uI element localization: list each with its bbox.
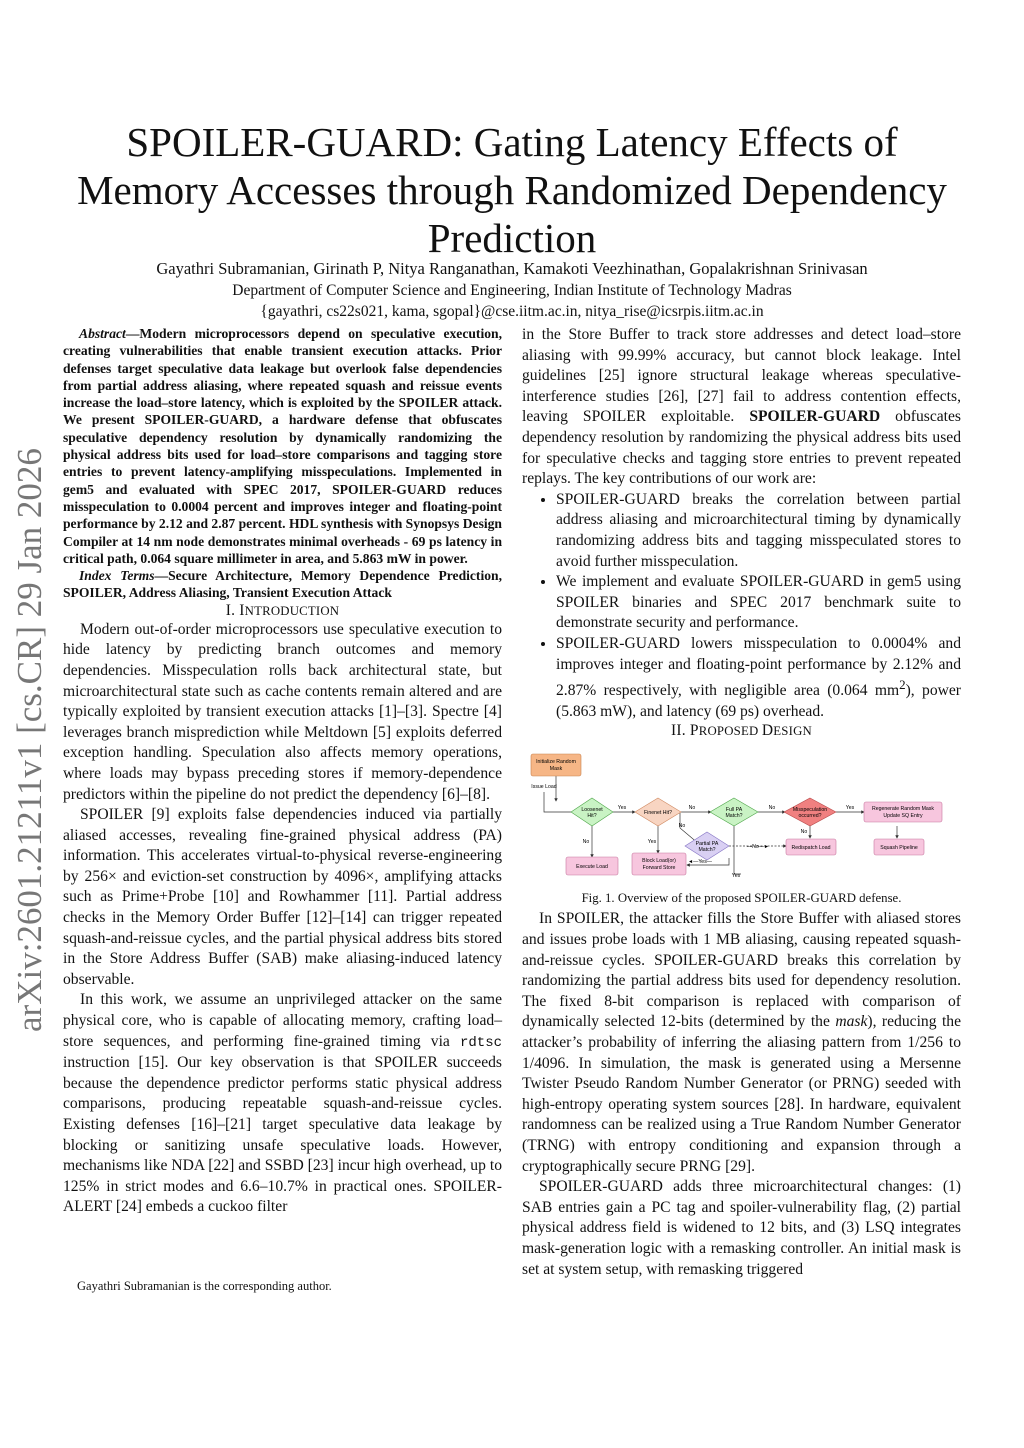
paragraph: SPOILER [9] exploits false dependencies induced via partially aliased accesses, revealing fine-grained physical address (PA) information. This accelerates virtual-to-physical reverse-engineering by 256× and eviction-set construction by 4096×, amplifying attacks such as Prime+Probe [10] and Rowhammer [11]. Partial address checks in the Memory Order Buffer [12]–[14] can trigger repeated squash-and-reissue cycles, and the partial physical address bits stored in the Store Address Buffer (SAB) make aliasing-induced latency observable. xyxy=(63,806,502,988)
paragraph: Modern out-of-order microprocessors use speculative execution to hide latency by predicting branch outcomes and memory dependencies. Misspeculation rolls back architectural state, but microarchitectural state such as cache contents remain altered and are typically exploited by transient execution attacks [1]–[3]. Spectre [4] leverages branch misprediction while Meltdown [5] exploits deferred exception handling. Speculation also affects memory operations, where loads may bypass preceding stores if memory-dependence predictors within the pipeline do not predict the dependency [6]–[8]. xyxy=(63,620,502,803)
no-arrow-label: —No—► xyxy=(746,844,770,851)
regenerate-label: Update SQ Entry xyxy=(883,813,923,820)
loosenet-label: Loosenet xyxy=(581,807,603,814)
author-emails: {gayathri, cs22s021, kama, sgopal}@cse.iitm.ac.in, nitya_rise@icsrpis.iitm.ac.in xyxy=(260,303,764,320)
paragraph-text: obfuscates dependency resolution by randomizing the physical address bits used for speculative checks and tagging store entries to prevent repeated replays. The key contributions of our work are: xyxy=(522,408,961,488)
footnote: Gayathri Subramanian is the corresponding author. xyxy=(77,1279,332,1293)
block-load-label: Forward Store xyxy=(642,865,676,872)
abstract-text: —Modern microprocessors depend on speculative execution, creating vulnerabilities that enable transient execution attacks. Prior defenses target speculative data leakage but overlook false dependencies from partial address aliasing, where repeated squash and reissue events increase the load–store latency, which is exploited by the SPOILER attack. We present SPOILER-GUARD, a hardware defense that obfuscates speculative dependency resolution by dynamically randomizing the physical address bits used for load–store comparisons and tagging store entries to prevent latency-amplifying misspeculations. Implemented in gem5 and evaluated with SPEC 2017, SPOILER-GUARD reduces misspeculation to 0.0004 percent and improves integer and floating-point performance by 2.12 and 2.87 percent. HDL synthesis with Synopsys Design Compiler at 14 nm node demonstrates minimal overheads - 69 ps latency in critical path, 0.064 square millimeter in area, and 5.863 mW in power. xyxy=(63,326,502,566)
no-label: No xyxy=(688,805,696,812)
no-label: No xyxy=(800,829,808,836)
list-item xyxy=(556,634,961,723)
full-pa-label: Full PA xyxy=(725,807,743,814)
figure-flowchart xyxy=(522,746,961,886)
italic-term: mask xyxy=(835,1013,868,1031)
no-label: No xyxy=(678,823,686,830)
list-item: • SPOILER-GUARD breaks the correlation between partial address aliasing and microarchitectural timing by dynamically randomizing address bits and tagging misspeculated stores to avoid further misspeculation. xyxy=(556,490,961,572)
list-item-text: SPOILER-GUARD lowers misspeculation to 0.0004% and improves integer and floating-point performance by 2.12% and 2.87% respectively, with negligible area (0.064 mm xyxy=(556,634,961,700)
section-number: II. xyxy=(671,722,686,740)
section-title-initial: D xyxy=(761,722,774,740)
yes-arrow-label: ◄—Yes— xyxy=(688,859,712,866)
paragraph-text: In SPOILER, the attacker fills the Store Buffer with aliased stores and issues probe loads with 1 MB aliasing, causing repeated squash-and-reissue cycles. SPOILER-GUARD breaks this correlation by randomizing the partial address bits used for dependency resolution. The fixed 8-bit comparison is replaced with comparison of dynamically selected 12-bits (determined by the xyxy=(522,910,961,1031)
yes-label: Yes xyxy=(845,805,855,812)
paragraph-text: In this work, we assume an unprivileged attacker on the same physical core, who is capable of allocating memory, crafting load–store sequences, and performing fine-grained timing via xyxy=(63,991,502,1050)
title-line: Memory Accesses through Randomized Dependency xyxy=(77,167,947,213)
yes-label: Yes xyxy=(617,805,627,812)
index-terms xyxy=(63,567,502,602)
section-heading-introduction xyxy=(63,602,502,620)
abstract-label: Abstract xyxy=(79,326,126,341)
index-terms-text: —Secure Architecture, Memory Dependence Prediction, SPOILER, Address Aliasing, Transient Execution Attack xyxy=(63,568,502,601)
list-item-text: ), power (5.863 mW), and latency (69 ps) overhead. xyxy=(556,682,961,720)
paragraph-text: in the Store Buffer to track store addresses and detect load–store aliasing with 99.99% accuracy, but cannot block leakage. Intel guidelines [25] ignore structural leakage whereas speculative-interference studies [26], [27] fail to address contention effects, leaving SPOILER exploitable. xyxy=(522,326,961,426)
redispatch-label: Redispatch Load xyxy=(791,845,831,852)
arxiv-stamp: arXiv:2601.21211v1 [cs.CR] 29 Jan 2026 xyxy=(10,448,49,1032)
paragraph xyxy=(522,325,961,490)
block-load-box xyxy=(632,853,686,875)
title-line: SPOILER-GUARD: Gating Latency Effects of xyxy=(126,119,898,165)
paragraph xyxy=(63,990,502,1218)
yes-label: Yes xyxy=(647,839,657,846)
full-pa-label: Match? xyxy=(725,813,743,820)
section-title-rest: ROPOSED xyxy=(698,724,762,739)
title-line: Prediction xyxy=(427,215,597,261)
issue-load-label: Issue Load xyxy=(531,784,557,791)
execute-load-label: Execute Load xyxy=(576,864,608,871)
misspeculation-label: Misspeculation xyxy=(792,807,828,814)
section-title-initial: P xyxy=(689,722,699,740)
no-label: No xyxy=(582,839,590,846)
list-item: • We implement and evaluate SPOILER-GUARD in gem5 using SPOILER binaries and SPEC 2017 benchmark suite to demonstrate security and performance. xyxy=(556,572,961,634)
paragraph: SPOILER-GUARD adds three microarchitectural changes: (1) SAB entries gain a PC tag and spoiler-vulnerability flag, (2) partial physical address field is widened to 12 bits, and (3) LSQ integrates mask-generation logic with a remasking controller. An initial mask is set at system setup, with remasking triggered xyxy=(522,1178,961,1278)
regenerate-mask-box xyxy=(864,802,942,822)
author-list: Gayathri Subramanian, Girinath P, Nitya Ranganathan, Kamakoti Veezhinathan, Gopalakrishnan Srinivasan xyxy=(156,259,868,278)
init-mask-box xyxy=(531,754,581,776)
bold-name: SPOILER-GUARD xyxy=(749,408,881,426)
init-mask-label: Initialize Random xyxy=(536,759,576,766)
block-load-label: Block Load(or) xyxy=(642,858,676,865)
section-title-rest: ESIGN xyxy=(773,724,812,739)
finenet-label: Finenet Hit? xyxy=(644,810,672,817)
abstract xyxy=(63,325,502,567)
paragraph-text: instruction [15]. Our key observation is that SPOILER succeeds because the dependence predictor performs static physical address comparisons, producing repeatable squash-and-reissue cycles. Existing defenses [16]–[21] target speculative data leakage by blocking or sanitizing unsafe speculative loads. However, mechanisms like NDA [22] and SSBD [23] incur high overhead, up to 125% in strict modes and 6.6–10.7% in practical ones. SPOILER-ALERT [24] embeds a cuckoo filter xyxy=(63,1054,502,1216)
yes-label: Yes xyxy=(731,873,741,880)
contributions-list xyxy=(522,490,961,723)
section-title-initial: I xyxy=(239,601,245,619)
affiliation: Department of Computer Science and Engineering, Indian Institute of Technology Madras xyxy=(232,282,792,299)
partial-pa-label: Match? xyxy=(698,847,716,854)
partial-pa-label: Partial PA xyxy=(695,841,719,848)
misspeculation-label: occurred? xyxy=(798,813,822,820)
loosenet-label: Hit? xyxy=(587,813,597,820)
init-mask-label: Mask xyxy=(549,766,563,773)
right-column xyxy=(522,325,961,1280)
superscript: 2 xyxy=(899,677,906,693)
no-label: No xyxy=(768,805,776,812)
left-column xyxy=(63,325,502,1218)
section-number: I. xyxy=(225,601,236,619)
squash-label: Squash Pipeline xyxy=(880,845,918,852)
section-heading-proposed-design xyxy=(522,722,961,740)
index-terms-label: Index Terms xyxy=(79,568,155,584)
figure-caption: Fig. 1. Overview of the proposed SPOILER-GUARD defense. xyxy=(581,891,902,906)
regenerate-label: Regenerate Random Mask xyxy=(872,806,934,813)
section-title-rest: NTRODUCTION xyxy=(244,603,340,618)
paper-title xyxy=(40,118,984,262)
paragraph xyxy=(522,909,961,1177)
paragraph-text: ), reducing the attacker’s probability of inferring the aliasing pattern from 1/256 to 1/4096. In simulation, the mask is generated using a Mersenne Twister Pseudo Random Number Generator (or PRNG) seeded with high-entropy operating system sources [28]. In hardware, equivalent randomness can be realized using a True Random Number Generator (TRNG) with entropy conditioning and expansion through a cryptographically secure PRNG [29]. xyxy=(522,1013,961,1175)
inline-code: rdtsc xyxy=(459,1034,502,1051)
